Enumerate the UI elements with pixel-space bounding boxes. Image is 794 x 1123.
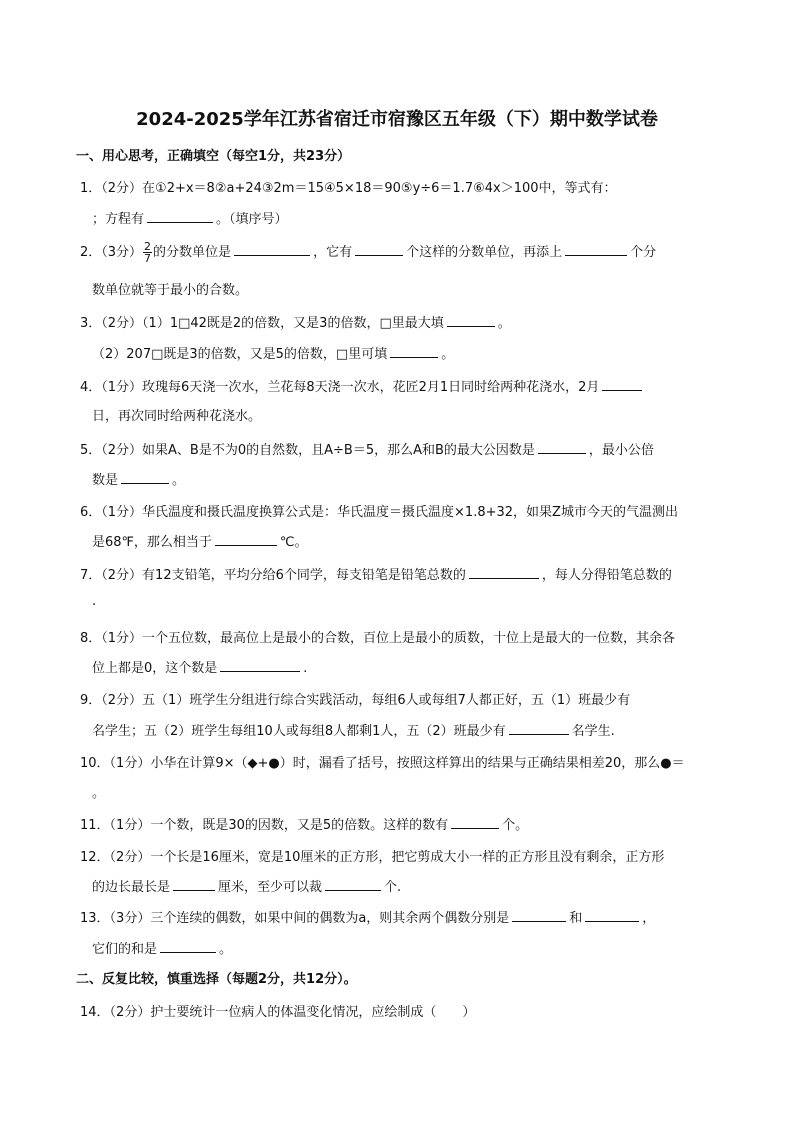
- question-6-line-1: [80, 501, 678, 520]
- answer-blank[interactable]: [469, 566, 539, 579]
- question-2-text-4: 个这样的分数单位，再添上: [406, 245, 563, 260]
- fraction-numerator: 2: [144, 240, 152, 253]
- question-5-text-2: ，最小公倍: [588, 443, 654, 458]
- question-1-line-1: [80, 177, 617, 196]
- fraction-denominator: 7: [144, 252, 152, 265]
- question-13-text: 13．（3分）三个连续的偶数，如果中间的偶数为a，则其余两个偶数分别是: [80, 911, 510, 926]
- question-11-line-1: [80, 814, 528, 833]
- section-1-heading: 一、用心思考，正确填空（每空1分，共23分）: [76, 149, 351, 164]
- fraction-two-sevenths: [143, 241, 152, 264]
- question-8-text-2: 位上都是0，这个数是: [92, 661, 218, 676]
- question-2-text-3: ，它有: [313, 245, 353, 260]
- question-3-text: 3．（2分）（1）1□42既是2的倍数，又是3的倍数，□里最大填: [80, 316, 444, 331]
- question-13-text-5: 。: [219, 942, 233, 957]
- question-12-line-2: [92, 876, 401, 895]
- question-13-line-2: [92, 938, 232, 957]
- question-9-line-2: [92, 720, 615, 739]
- question-7-line-1: [80, 564, 672, 583]
- answer-blank[interactable]: [220, 659, 300, 672]
- answer-blank[interactable]: [602, 378, 642, 391]
- answer-blank[interactable]: [160, 940, 216, 953]
- question-8-text-3: .: [303, 661, 308, 676]
- question-2-line-2: [92, 279, 248, 298]
- answer-blank[interactable]: [538, 441, 586, 454]
- question-13-line-1: [80, 907, 655, 926]
- question-3-text-3: （2）207□既是3的倍数，又是5的倍数，□里可填: [92, 347, 388, 362]
- question-2-text: 2．（3分）: [80, 245, 143, 260]
- question-4-text: 4．（1分）玫瑰每6天浇一次水，兰花每8天浇一次水，花匠2月1日同时给两种花浇水，2月: [80, 380, 600, 395]
- question-5-text-4: 。: [172, 473, 186, 488]
- question-2-text-2: 的分数单位是: [153, 245, 232, 260]
- question-4-line-1: [80, 376, 645, 395]
- answer-blank[interactable]: [173, 878, 215, 891]
- question-12-line-1: [80, 846, 664, 865]
- question-1-text-2: ；方程有: [92, 212, 145, 227]
- question-11-text: 11．（1分）一个数，既是30的因数，又是5的倍数。这样的数有: [80, 818, 449, 833]
- question-10-line-1: [80, 752, 685, 771]
- question-3-line-1: [80, 312, 511, 331]
- question-7-text-3: .: [92, 594, 97, 609]
- question-10-line-2: [92, 782, 105, 801]
- answer-blank[interactable]: [512, 909, 566, 922]
- question-9-text-3: 名学生.: [571, 724, 615, 739]
- question-8-line-2: [92, 657, 307, 676]
- question-5-text-3: 数是: [92, 473, 119, 488]
- question-13-text-3: ，: [642, 911, 656, 926]
- answer-blank[interactable]: [565, 243, 627, 256]
- question-6-text-2: 是68℉，那么相当于: [92, 535, 212, 550]
- question-14-text: 14．（2分）护士要统计一位病人的体温变化情况，应绘制成（ ）: [80, 1005, 476, 1020]
- answer-blank[interactable]: [355, 243, 403, 256]
- question-1-text: 1．（2分）在①2+x＝8②a+24③2m＝15④5×18＝90⑤y÷6＝1.7⑥4x＞100中，等式有：: [80, 181, 617, 196]
- question-7-text: 7．（2分）有12支铅笔，平均分给6个同学，每支铅笔是铅笔总数的: [80, 568, 466, 583]
- question-9-text: 9．（2分）五（1）班学生分组进行综合实践活动，每组6人或每组7人都正好，五（1）班最少有: [80, 693, 631, 708]
- question-13-text-4: 它们的和是: [92, 942, 158, 957]
- answer-blank[interactable]: [121, 471, 169, 484]
- question-6-text-3: ℃。: [279, 535, 308, 550]
- question-5-line-2: [92, 469, 185, 488]
- question-12-text-4: 个.: [384, 880, 402, 895]
- answer-blank[interactable]: [325, 878, 381, 891]
- question-6-line-2: [92, 531, 308, 550]
- answer-blank[interactable]: [451, 816, 499, 829]
- question-12-text: 12．（2分）一个长是16厘米，宽是10厘米的正方形，把它剪成大小一样的正方形且没有剩余，正方形: [80, 850, 665, 865]
- answer-blank[interactable]: [147, 210, 213, 223]
- question-7-text-2: ，每人分得铅笔总数的: [541, 568, 672, 583]
- question-8-line-1: [80, 627, 675, 646]
- answer-blank[interactable]: [447, 314, 495, 327]
- question-12-text-3: 厘米，至少可以裁: [218, 880, 323, 895]
- exam-title: 2024-2025学年江苏省宿迁市宿豫区五年级（下）期中数学试卷: [136, 109, 658, 130]
- question-2-text-5: 个分: [630, 245, 657, 260]
- question-3-text-2: 。: [497, 316, 511, 331]
- answer-blank[interactable]: [390, 345, 438, 358]
- question-3-line-2: [92, 343, 454, 362]
- question-11-text-2: 个。: [502, 818, 529, 833]
- question-5-text: 5．（2分）如果A、B是不为0的自然数，且A÷B＝5，那么A和B的最大公因数是: [80, 443, 535, 458]
- question-7-line-2: [92, 594, 96, 609]
- question-10-text: 10．（1分）小华在计算9×（◆+●）时，漏看了括号，按照这样算出的结果与正确结果相差20，那么●＝: [80, 756, 685, 771]
- question-9-line-1: [80, 689, 630, 708]
- answer-blank[interactable]: [234, 243, 310, 256]
- question-6-text: 6．（1分）华氏温度和摄氏温度换算公式是：华氏温度＝摄氏温度×1.8+32，如果Z城市今天的气温测出: [80, 505, 678, 520]
- question-2-text-6: 数单位就等于最小的合数。: [92, 283, 249, 298]
- question-12-text-2: 的边长最长是: [92, 880, 171, 895]
- question-10-text-2: 。: [92, 786, 106, 801]
- question-14-line-1: [80, 1001, 475, 1020]
- answer-blank[interactable]: [509, 722, 569, 735]
- question-2-line-1: [80, 241, 656, 264]
- answer-blank[interactable]: [215, 533, 277, 546]
- question-4-text-2: 日，再次同时给两种花浇水。: [92, 409, 262, 424]
- section-2-heading: 二、反复比较，慎重选择（每题2分，共12分）。: [76, 972, 357, 987]
- question-13-text-2: 和: [569, 911, 583, 926]
- question-5-line-1: [80, 439, 654, 458]
- answer-blank[interactable]: [585, 909, 639, 922]
- question-4-line-2: [92, 405, 261, 424]
- question-9-text-2: 名学生；五（2）班学生每组10人或每组8人都剩1人，五（2）班最少有: [92, 724, 506, 739]
- question-1-text-3: 。（填序号）: [216, 212, 288, 227]
- question-3-text-4: 。: [441, 347, 455, 362]
- question-1-line-2: [92, 208, 288, 227]
- question-8-text: 8．（1分）一个五位数，最高位上是最小的合数，百位上是最小的质数，十位上是最大的一位数，其余各: [80, 631, 676, 646]
